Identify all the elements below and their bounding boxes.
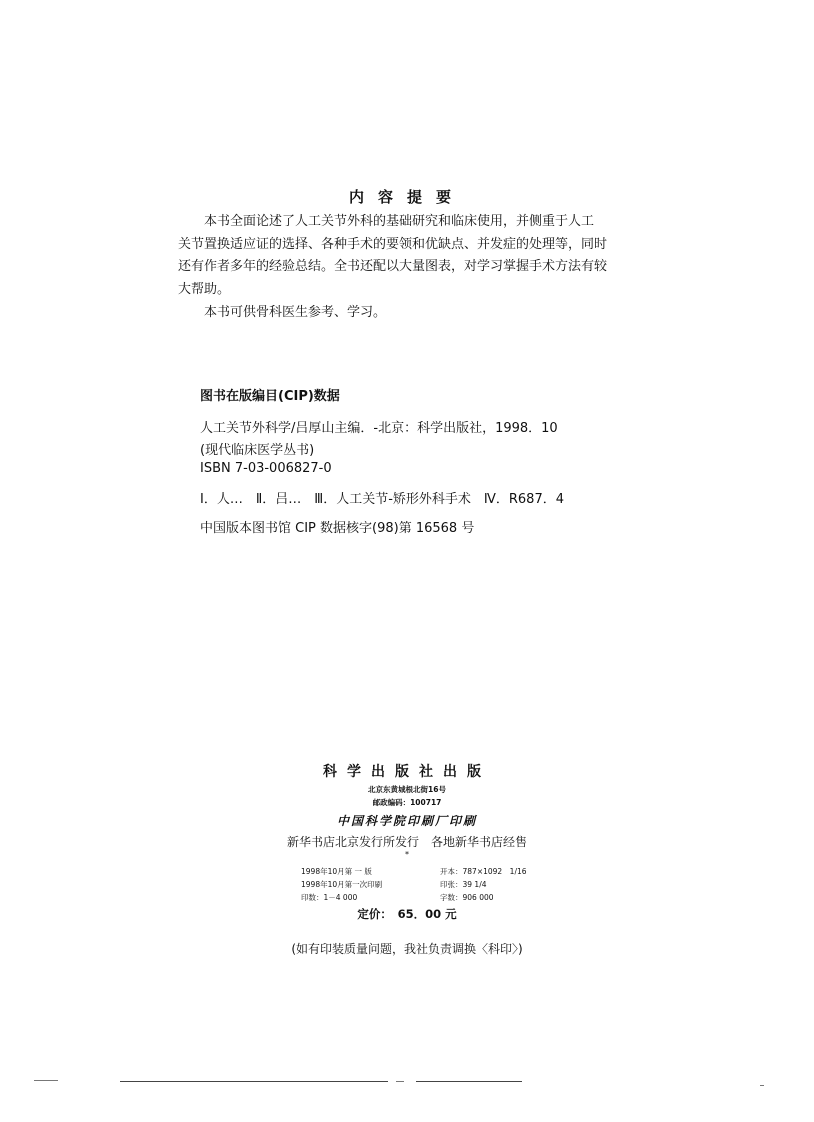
separator-star: * (405, 850, 409, 859)
cip-isbn: ISBN 7-03-006827-0 (200, 461, 332, 476)
printer-name: 中国科学院印刷厂印刷 (336, 814, 477, 828)
summary-line: 本书全面论述了人工关节外科的基础研究和临床使用，并侧重于人工 (204, 214, 595, 229)
scan-rule (120, 1081, 388, 1082)
summary-line: 还有作者多年的经验总结。全书还配以大量图表，对学习掌握手术方法有较 (178, 259, 608, 275)
summary-title: 内容提要 (348, 188, 465, 206)
publisher-postcode: 邮政编码：100717 (372, 798, 442, 807)
word-count-info: 字数：906 000 (440, 893, 494, 902)
cip-series-line: (现代临床医学丛书) (200, 443, 315, 458)
distribution-line: 新华书店北京发行所发行 各地新华书店经售 (286, 835, 527, 849)
cip-record-number: 中国版本图书馆 CIP 数据核字(98)第 16568 号 (200, 521, 475, 536)
spec-row (301, 879, 487, 890)
summary-line: 关节置换适应证的选择、各种手术的要领和优缺点、并发症的处理等，同时 (178, 236, 608, 252)
edition-info: 1998年10月第 一 版 (301, 867, 372, 876)
sheets-info: 印张：39 1/4 (440, 880, 487, 889)
audience-line: 本书可供骨科医生参考、学习。 (204, 305, 387, 320)
scan-rule (416, 1081, 522, 1082)
cip-subjects: Ⅰ．人… Ⅱ．吕… Ⅲ．人工关节-矫形外科手术 Ⅳ．R687．4 (200, 492, 565, 507)
price: 定价： 65．00 元 (357, 907, 457, 921)
format-info: 开本：787×1092 1/16 (440, 867, 527, 876)
printing-info: 1998年10月第一次印刷 (301, 880, 383, 889)
scan-speck (34, 1080, 58, 1081)
scan-speck (760, 1085, 764, 1086)
spec-row (301, 892, 494, 903)
scan-speck (396, 1081, 404, 1082)
spec-row (301, 866, 527, 877)
cip-heading: 图书在版编目(CIP)数据 (200, 389, 340, 404)
quality-note: (如有印装质量问题，我社负责调换〈科印〉) (291, 942, 523, 956)
publisher-name: 科学出版社出版 (323, 764, 491, 780)
summary-paragraph (178, 211, 638, 301)
cip-title-line: 人工关节外科学/吕厚山主编．-北京：科学出版社，1998．10 (200, 421, 558, 436)
audience-paragraph (178, 302, 638, 325)
summary-line: 大帮助。 (178, 281, 231, 297)
print-run-info: 印数：1－4 000 (301, 893, 358, 902)
publisher-address: 北京东黄城根北街16号 (368, 785, 446, 794)
